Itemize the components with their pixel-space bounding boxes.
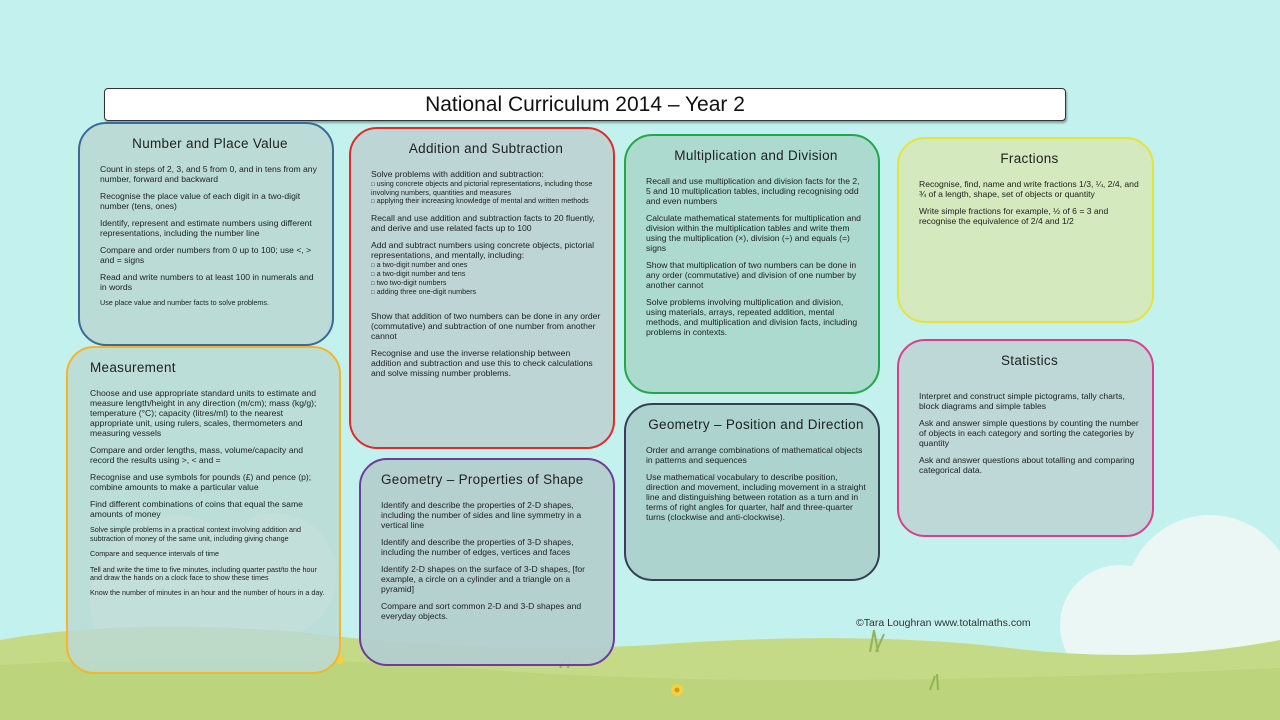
- objective-text: Identify 2-D shapes on the surface of 3-D shapes, [for example, a circle on a cylinder and a triangle on a pyramid]: [381, 564, 585, 595]
- objective-note: Tell and write the time to five minutes, including quarter past/to the hour and draw the hands on a clock face to show these times: [90, 564, 317, 582]
- objective-note: Know the number of minutes in an hour and the number of hours in a day.: [90, 588, 325, 598]
- objective-text: Show that addition of two numbers can be done in any order (commutative) and subtraction of one number from another cannot: [371, 310, 601, 341]
- objective-text: Choose and use appropriate standard units to estimate and measure length/height in any direction (m/cm); mass (kg/g); temperature (°C); capacity (litres/ml) to the nearest appropriate unit, using rulers, scales, thermometers and measuring vessels: [90, 387, 317, 438]
- objective-text: Compare and order lengths, mass, volume/capacity and record the results using >, < and =: [90, 445, 304, 466]
- copyright-notice: ©Tara Loughran www.totalmaths.com: [856, 617, 1031, 629]
- card-heading: Fractions: [1000, 151, 1059, 166]
- geometry-shape-card: [359, 458, 615, 666]
- card-heading: Statistics: [1000, 353, 1058, 368]
- objective-note: Solve simple problems in a practical context involving addition and subtraction of money of the same unit, including giving change: [90, 525, 301, 543]
- bullet-list: [371, 261, 601, 297]
- objective-text: Recognise the place value of each digit in a two-digit number (tens, ones): [100, 190, 301, 211]
- objective-text: Interpret and construct simple pictograms, tally charts, block diagrams and simple tables: [919, 390, 1125, 411]
- bullet-item: □ a two-digit number and tens: [371, 270, 601, 279]
- multiplication-division-card: [624, 134, 880, 394]
- bullet-item: □ a two-digit number and ones: [371, 261, 601, 270]
- objective-text: Identify, represent and estimate numbers using different representations, including the number line: [100, 217, 312, 239]
- objective-text: Ask and answer simple questions by counting the number of objects in each category and sorting the categories by quantity: [919, 417, 1139, 448]
- objective-text: Ask and answer questions about totalling and comparing categorical data.: [919, 455, 1135, 476]
- objective-text: Recall and use multiplication and division facts for the 2, 5 and 10 multiplication tables, including recognising odd and even numbers: [646, 175, 860, 206]
- objective-text: Read and write numbers to at least 100 in numerals and in words: [100, 272, 314, 293]
- objective-text: Show that multiplication of two numbers can be done in any order (commutative) and division of one number by another cannot: [646, 260, 857, 291]
- card-heading: Geometry – Properties of Shape: [381, 472, 584, 487]
- bullet-item: □ adding three one-digit numbers: [371, 288, 601, 297]
- objective-text: Write simple fractions for example, ½ of 6 = 3 and recognise the equivalence of 2/4 and 1/2: [919, 205, 1109, 226]
- objective-text: Solve problems with addition and subtraction:: [371, 168, 544, 179]
- objective-text: Order and arrange combinations of mathematical objects in patterns and sequences: [646, 444, 863, 465]
- page-title: National Curriculum 2014 – Year 2: [104, 88, 1066, 121]
- measurement-card: [66, 346, 341, 674]
- objective-text: Find different combinations of coins that equal the same amounts of money: [90, 499, 303, 520]
- card-heading: Multiplication and Division: [674, 148, 838, 163]
- bullet-list: [371, 180, 601, 206]
- bullet-item: □ applying their increasing knowledge of mental and written methods: [371, 197, 601, 206]
- objective-text: Recall and use addition and subtraction facts to 20 fluently, and derive and use related facts up to 100: [371, 212, 595, 233]
- objective-text: Identify and describe the properties of 2-D shapes, including the number of sides and line symmetry in a vertical line: [381, 499, 582, 530]
- objective-note: Use place value and number facts to solve problems.: [100, 298, 269, 308]
- card-heading: Geometry – Position and Direction: [648, 417, 864, 432]
- card-heading: Addition and Subtraction: [408, 141, 564, 156]
- objective-text: Use mathematical vocabulary to describe position, direction and movement, including movement in a straight line and distinguishing between rotation as a turn and in terms of right angles for quarter, half and three-quarter turns (clockwise and anti-clockwise).: [646, 471, 866, 523]
- statistics-card: [897, 339, 1154, 537]
- bullet-item: □ two two-digit numbers: [371, 279, 601, 288]
- objective-text: Compare and sort common 2-D and 3-D shapes and everyday objects.: [381, 601, 582, 622]
- bullet-item: □ using concrete objects and pictorial representations, including those involving numbers, quantities and measures: [371, 180, 601, 197]
- objective-text: Calculate mathematical statements for multiplication and division within the multiplication tables and write them using the multiplication (×), division (÷) and equals (=) signs: [646, 212, 861, 254]
- objective-text: Solve problems involving multiplication and division, using materials, arrays, repeated addition, mental methods, and multiplication and division facts, including problems in contexts.: [646, 297, 858, 338]
- objective-text: Recognise and use symbols for pounds (£) and pence (p); combine amounts to make a particular value: [90, 472, 312, 493]
- flower-icon: [671, 684, 683, 696]
- objective-text: Recognise, find, name and write fractions 1/3, ¼, 2/4, and ¾ of a length, shape, set of objects or quantity: [919, 178, 1139, 199]
- fractions-card: [897, 137, 1154, 323]
- addition-subtraction-card: [349, 127, 615, 449]
- card-heading: Measurement: [90, 360, 176, 375]
- objective-text: Add and subtract numbers using concrete objects, pictorial representations, and mentally, including:: [371, 239, 595, 261]
- objective-note: Compare and sequence intervals of time: [90, 549, 220, 559]
- objective-text: Identify and describe the properties of 3-D shapes, including the number of edges, vertices and faces: [381, 536, 574, 557]
- card-heading: Number and Place Value: [132, 136, 288, 151]
- objective-text: Compare and order numbers from 0 up to 100; use <, > and = signs: [100, 245, 312, 266]
- number-place-value-card: [78, 122, 334, 346]
- objective-text: Recognise and use the inverse relationship between addition and subtraction and use this to check calculations and solve missing number problems.: [371, 347, 593, 378]
- geometry-position-card: [624, 403, 880, 581]
- objective-text: Count in steps of 2, 3, and 5 from 0, and in tens from any number, forward and backward: [100, 163, 317, 184]
